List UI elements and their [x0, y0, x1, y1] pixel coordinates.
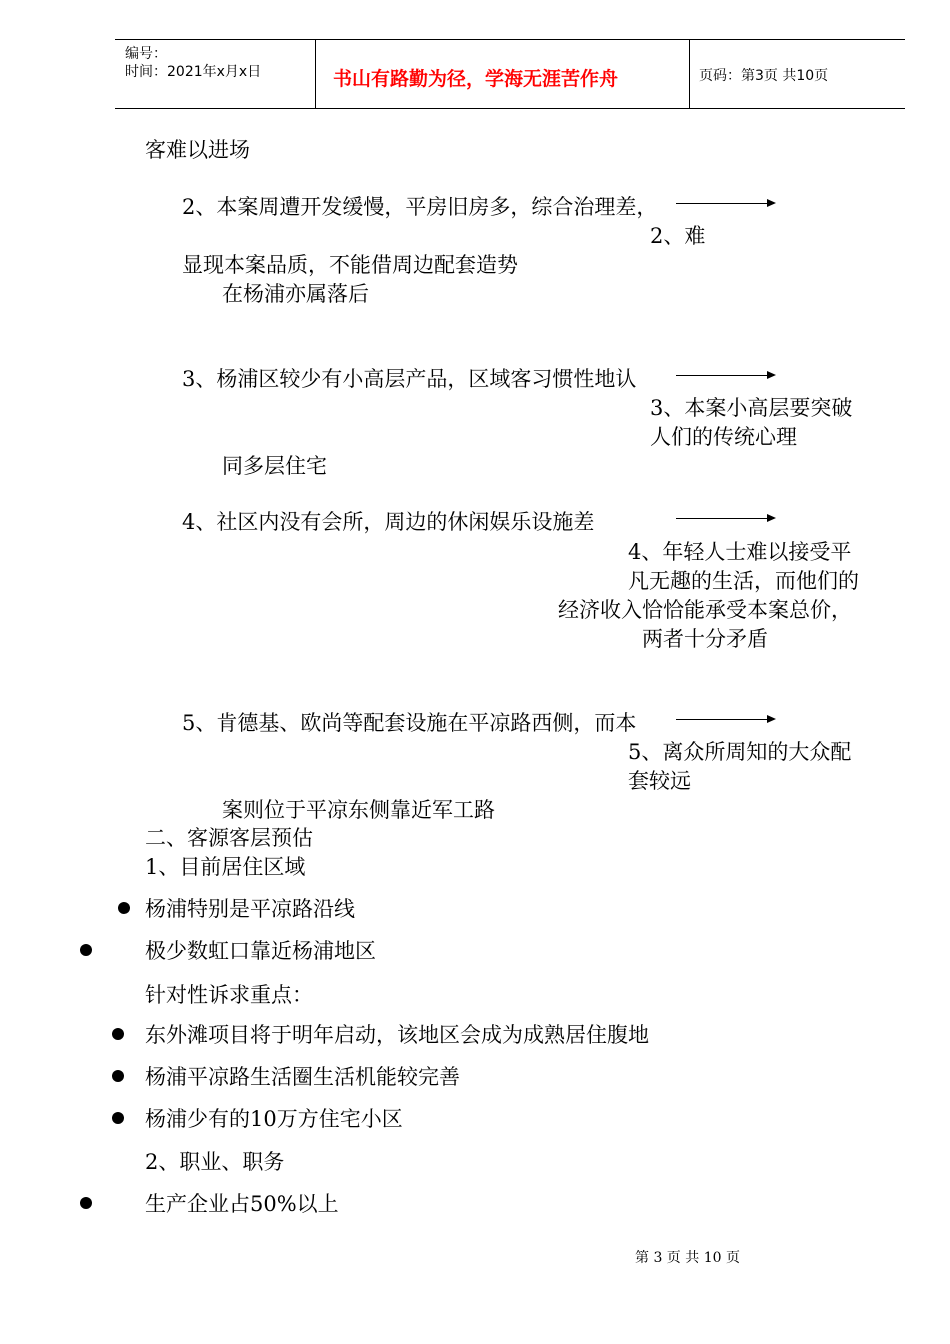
subsection2-title: 2、职业、职务: [145, 1150, 285, 1174]
arrow-icon: [676, 375, 774, 376]
bullet-item: 杨浦特别是平凉路沿线: [145, 897, 355, 921]
item4-right-text-a: 4、年轻人士难以接受平: [628, 540, 852, 564]
bullet-icon: [118, 902, 130, 914]
header-motto: 书山有路勤为径，学海无涯苦作舟: [333, 68, 619, 90]
bullet-item: 极少数虹口靠近杨浦地区: [145, 939, 376, 963]
item5-right-text-a: 5、离众所周知的大众配: [628, 740, 852, 764]
bullet-icon: [80, 944, 92, 956]
item3-text-b: 同多层住宅: [222, 454, 327, 478]
bullet-item: 生产企业占50%以上: [145, 1192, 339, 1216]
footer-page-number: 第 3 页 共 10 页: [635, 1250, 740, 1266]
document-time-label: 时间：2021年x月x日: [125, 64, 262, 80]
bullet-icon: [80, 1197, 92, 1209]
item2-right-text: 2、难: [650, 224, 706, 248]
bullet-item: 杨浦少有的10万方住宅小区: [145, 1107, 403, 1131]
bullet-item: 东外滩项目将于明年启动，该地区会成为成熟居住腹地: [145, 1023, 649, 1047]
section2-title: 二、客源客层预估: [145, 826, 313, 850]
header-divider: [689, 40, 690, 108]
bullet-icon: [112, 1070, 124, 1082]
header-divider: [315, 40, 316, 108]
header-page-label: 页码：第3页 共10页: [699, 68, 829, 84]
arrow-icon: [676, 719, 774, 720]
item3-text-a: 3、杨浦区较少有小高层产品，区域客习惯性地认: [182, 367, 637, 391]
bullet-icon: [112, 1112, 124, 1124]
arrow-icon: [676, 203, 774, 204]
item5-right-text-b: 套较远: [628, 769, 691, 793]
document-number-label: 编号：: [125, 46, 167, 62]
item4-text: 4、社区内没有会所，周边的休闲娱乐设施差: [182, 510, 595, 534]
item4-right-text-d: 两者十分矛盾: [642, 627, 768, 651]
bullet-icon: [112, 1028, 124, 1040]
item4-right-text-c: 经济收入恰恰能承受本案总价，: [558, 598, 852, 622]
item2-text-a: 2、本案周遭开发缓慢，平房旧房多，综合治理差，: [182, 195, 658, 219]
item5-text-a: 5、肯德基、欧尚等配套设施在平凉路西侧，而本: [182, 711, 637, 735]
header-table: [115, 39, 905, 109]
item5-text-b: 案则位于平凉东侧靠近军工路: [222, 798, 495, 822]
subsection1-title: 1、目前居住区域: [145, 855, 306, 879]
item2-text-c: 在杨浦亦属落后: [222, 282, 369, 306]
item3-right-text-a: 3、本案小高层要突破: [650, 396, 853, 420]
item2-text-b: 显现本案品质，不能借周边配套造势: [182, 253, 518, 277]
arrow-icon: [676, 518, 774, 519]
bullet-item: 杨浦平凉路生活圈生活机能较完善: [145, 1065, 460, 1089]
focus-title: 针对性诉求重点：: [145, 983, 313, 1007]
item4-right-text-b: 凡无趣的生活，而他们的: [628, 569, 859, 593]
item3-right-text-b: 人们的传统心理: [650, 425, 797, 449]
intro-line: 客难以进场: [145, 138, 250, 162]
